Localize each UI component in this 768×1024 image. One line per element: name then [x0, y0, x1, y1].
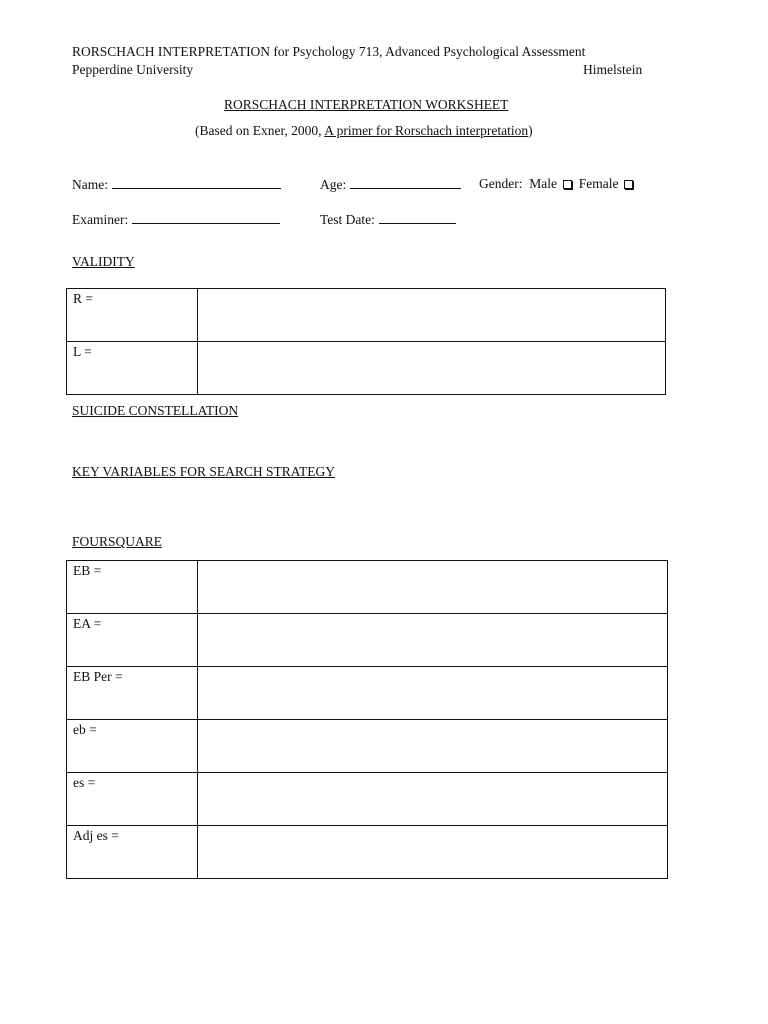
- table-row: [67, 773, 668, 826]
- foursquare-eb-lower-label: eb =: [67, 720, 198, 773]
- foursquare-ea-label: EA =: [67, 614, 198, 667]
- gender-field: [479, 176, 633, 192]
- gender-label: Gender:: [479, 176, 523, 191]
- page-subtitle: [195, 123, 533, 139]
- subtitle-prefix: (Based on Exner, 2000,: [195, 123, 325, 138]
- validity-l-label: L =: [67, 342, 198, 395]
- male-checkbox[interactable]: [563, 180, 572, 189]
- key-variables-heading: KEY VARIABLES FOR SEARCH STRATEGY: [72, 464, 336, 479]
- table-row: [67, 614, 668, 667]
- subtitle-book: A primer for Rorschach interpretation: [324, 123, 529, 138]
- validity-r-cell[interactable]: [198, 289, 666, 342]
- validity-l-cell[interactable]: [198, 342, 666, 395]
- female-label: Female: [578, 176, 619, 191]
- table-row: [67, 720, 668, 773]
- suicide-heading: SUICIDE CONSTELLATION: [72, 403, 239, 418]
- foursquare-ebper-label: EB Per =: [67, 667, 198, 720]
- subtitle-suffix: ): [528, 123, 533, 138]
- foursquare-table: [66, 560, 668, 879]
- foursquare-ea-cell[interactable]: [198, 614, 668, 667]
- name-label: Name:: [72, 177, 108, 192]
- header-author: Himelstein: [583, 62, 643, 77]
- header-university: Pepperdine University: [72, 62, 194, 77]
- age-blank[interactable]: [350, 176, 461, 189]
- foursquare-adjes-label: Adj es =: [67, 826, 198, 879]
- table-row: [67, 289, 666, 342]
- validity-table: [66, 288, 666, 395]
- foursquare-adjes-cell[interactable]: [198, 826, 668, 879]
- examiner-blank[interactable]: [132, 211, 280, 224]
- age-field[interactable]: [320, 176, 461, 193]
- name-blank[interactable]: [112, 176, 281, 189]
- table-row: [67, 826, 668, 879]
- foursquare-heading: FOURSQUARE: [72, 534, 163, 549]
- validity-heading: VALIDITY: [72, 254, 135, 269]
- male-label: Male: [529, 176, 557, 191]
- table-row: [67, 667, 668, 720]
- table-row: [67, 342, 666, 395]
- examiner-label: Examiner:: [72, 212, 129, 227]
- foursquare-eb-label: EB =: [67, 561, 198, 614]
- foursquare-es-label: es =: [67, 773, 198, 826]
- validity-r-label: R =: [67, 289, 198, 342]
- foursquare-es-cell[interactable]: [198, 773, 668, 826]
- foursquare-ebper-cell[interactable]: [198, 667, 668, 720]
- foursquare-eb-lower-cell[interactable]: [198, 720, 668, 773]
- examiner-field[interactable]: [72, 211, 280, 228]
- female-checkbox[interactable]: [624, 180, 633, 189]
- age-label: Age:: [320, 177, 347, 192]
- test-date-label: Test Date:: [320, 212, 375, 227]
- header-course-line: RORSCHACH INTERPRETATION for Psychology 713, Advanced Psychological Assessment: [72, 44, 586, 59]
- test-date-blank[interactable]: [379, 211, 456, 224]
- test-date-field[interactable]: [320, 211, 456, 228]
- table-row: [67, 561, 668, 614]
- name-field[interactable]: [72, 176, 281, 193]
- page-title: RORSCHACH INTERPRETATION WORKSHEET: [224, 97, 509, 112]
- foursquare-eb-cell[interactable]: [198, 561, 668, 614]
